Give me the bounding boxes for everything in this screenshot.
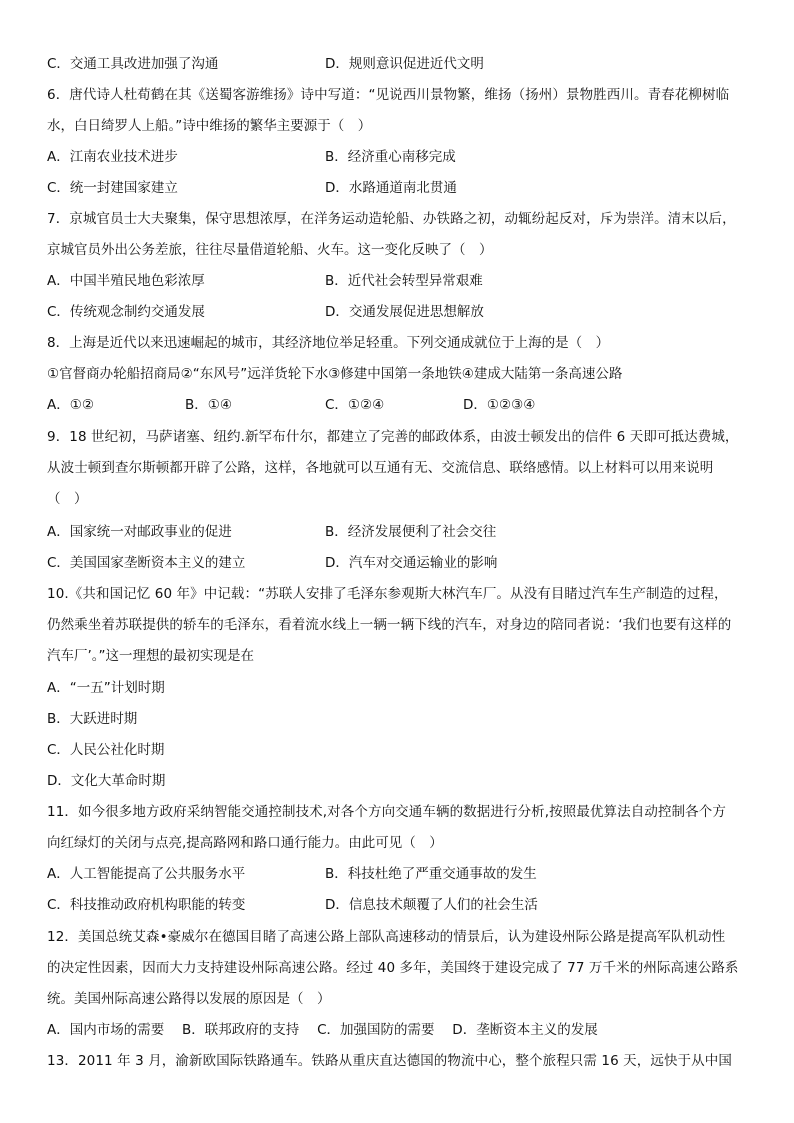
q9-option-a: A．国家统一对邮政事业的促进 [47, 524, 232, 540]
q5-option-d: D．规则意识促进近代文明 [325, 56, 484, 72]
q6-option-c: C．统一封建国家建立 [47, 180, 178, 196]
q7-option-b: B．近代社会转型异常艰难 [325, 273, 483, 289]
q10-option-b: B．大跃进时期 [47, 711, 138, 727]
q10-option-d: D．文化大革命时期 [47, 773, 166, 789]
q8-option-d: D．①②③④ [463, 397, 536, 413]
q12-options: A．国内市场的需要 B．联邦政府的支持 C．加强国防的需要 D．垄断资本主义的发展 [47, 1022, 598, 1038]
q9-option-d: D．汽车对交通运输业的影响 [325, 555, 498, 571]
q9-stem-line-3: （ ） [47, 491, 88, 507]
q12-stem-line-2: 的决定性因素，因而大力支持建设州际高速公路。经过 40 多年，美国终于建设完成了 77 万千米的州际高速公路系 [47, 960, 739, 976]
q7-option-a: A．中国半殖民地色彩浓厚 [47, 273, 205, 289]
q6-stem-line-1: 6．唐代诗人杜荀鹤在其《送蜀客游维扬》诗中写道：“见说西川景物繁，维扬（扬州）景物胜西川。青春花柳树临 [47, 87, 730, 103]
q7-stem-line-1: 7．京城官员士大夫聚集，保守思想浓厚，在洋务运动造轮船、办铁路之初，动辄纷起反对，斥为崇洋。清末以后， [47, 211, 736, 227]
q9-stem-line-1: 9．18 世纪初，马萨诸塞、纽约.新罕布什尔，都建立了完善的邮政体系，由波士顿发出的信件 6 天即可抵达费城， [47, 429, 739, 445]
q9-stem-line-2: 从波士顿到查尔斯顿都开辟了公路，这样，各地就可以互通有无、交流信息、联络感情。以上材料可以用来说明 [47, 460, 714, 476]
q5-option-c: C．交通工具改进加强了沟通 [47, 56, 219, 72]
q6-stem-line-2: 水，白日绮罗人上船。”诗中维扬的繁华主要源于（ ） [47, 118, 372, 134]
q13-stem-line-1: 13．2011 年 3 月，渝新欧国际铁路通车。铁路从重庆直达德国的物流中心，整个旅程只需 16 天，远快于从中国 [47, 1053, 732, 1069]
q11-option-b: B．科技杜绝了严重交通事故的发生 [325, 866, 537, 882]
q11-stem-line-1: 11．如今很多地方政府采纳智能交通控制技术,对各个方向交通车辆的数据进行分析,按照最优算法自动控制各个方 [47, 804, 726, 820]
q8-stem-line-2: ①官督商办轮船招商局②“东风号”远洋货轮下水③修建中国第一条地铁④建成大陆第一条高速公路 [47, 366, 623, 382]
q9-option-b: B．经济发展便利了社会交往 [325, 524, 497, 540]
q6-option-a: A．江南农业技术进步 [47, 149, 178, 165]
q6-option-d: D．水路通道南北贯通 [325, 180, 457, 196]
q10-stem-line-3: 汽车厂’。”这一理想的最初实现是在 [47, 648, 255, 664]
q11-option-c: C．科技推动政府机构职能的转变 [47, 897, 246, 913]
q8-option-b: B．①④ [185, 397, 232, 413]
q10-option-a: A．“一五”计划时期 [47, 680, 165, 696]
q8-option-a: A．①② [47, 397, 94, 413]
q11-stem-line-2: 向红绿灯的关闭与点亮,提高路网和路口通行能力。由此可见（ ） [47, 835, 443, 851]
q12-stem-line-1: 12．美国总统艾森•豪威尔在德国目睹了高速公路上部队高速移动的情景后，认为建设州际公路是提高军队机动性 [47, 929, 726, 945]
q9-option-c: C．美国国家垄断资本主义的建立 [47, 555, 246, 571]
q6-option-b: B．经济重心南移完成 [325, 149, 456, 165]
q10-stem-line-2: 仍然乘坐着苏联提供的轿车的毛泽东，看着流水线上一辆一辆下线的汽车，对身边的陪同者说：‘我们也要有这样的 [47, 617, 732, 633]
q7-stem-line-2: 京城官员外出公务差旅，往往尽量借道轮船、火车。这一变化反映了（ ） [47, 242, 493, 258]
q7-option-c: C．传统观念制约交通发展 [47, 304, 205, 320]
q10-option-c: C．人民公社化时期 [47, 742, 165, 758]
q11-option-a: A．人工智能提高了公共服务水平 [47, 866, 246, 882]
q10-stem-line-1: 10.《共和国记忆 60 年》中记载：“苏联人安排了毛泽东参观斯大林汽车厂。从没有目睹过汽车生产制造的过程， [47, 586, 728, 602]
q8-option-c: C．①②④ [325, 397, 385, 413]
q12-stem-line-3: 统。美国州际高速公路得以发展的原因是（ ） [47, 991, 331, 1007]
q7-option-d: D．交通发展促进思想解放 [325, 304, 484, 320]
q11-option-d: D．信息技术颠覆了人们的社会生活 [325, 897, 538, 913]
q8-stem-line-1: 8．上海是近代以来迅速崛起的城市，其经济地位举足轻重。下列交通成就位于上海的是（ ） [47, 335, 610, 351]
